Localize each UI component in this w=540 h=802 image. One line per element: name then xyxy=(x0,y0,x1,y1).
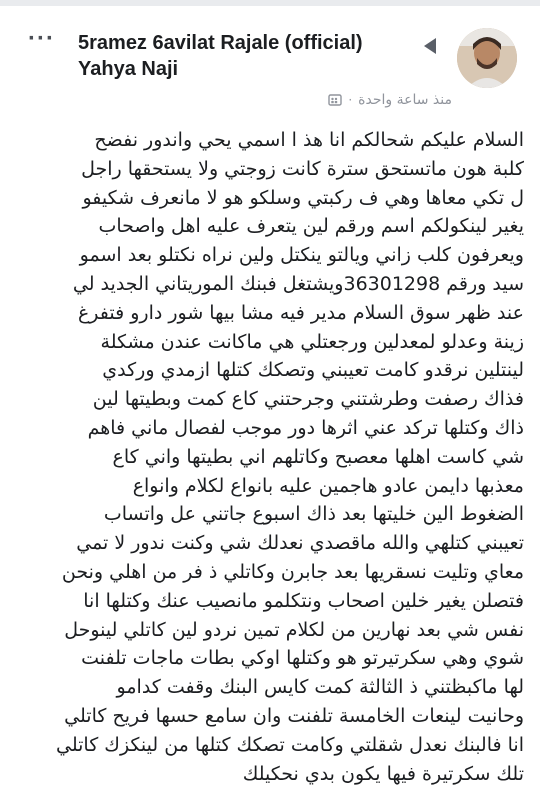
post-body xyxy=(14,126,524,788)
post-text-line: وحانيت لينعات الخامسة تلفنت وان سامع حسها فريح كاتلي xyxy=(64,704,524,727)
post-text-line: سيد ورقم 36301298ويشتغل فبنك الموريتاني الجديد لي xyxy=(72,272,524,295)
avatar[interactable] xyxy=(457,28,517,88)
post-meta xyxy=(328,92,452,108)
post-text-line: ل تكي معاها وهي ف ركبتي وسلكو هو لا مانعرف شكيفو xyxy=(82,186,524,209)
caret-left-icon xyxy=(424,38,436,54)
author-name-line-2[interactable]: Yahya Naji xyxy=(78,58,179,80)
post-text-line: معذبها دايمن عادو هاجمين عليه بانواع لكلام وانواع xyxy=(132,474,524,497)
post-text-line: السلام عليكم شحالكم انا هذ ا اسمي يحي واندور نفضح xyxy=(94,129,524,151)
post-text-line: ويعرفون كلب زاني ويالتو ينكتل ولين نراه نكتلو بعد اسمو xyxy=(79,244,524,267)
post-text-line: شوي وهي سكرتيرتو هو وكتلها اوكي بطات ماجات تلفنت xyxy=(81,647,524,670)
post-author[interactable] xyxy=(78,30,418,82)
post-text-line: زينة وعدلو لمعدلين ورجعتلي هي ماكانت عندن مشكلة xyxy=(100,330,524,353)
post-text-line: فذاك رصفت وطرشتني وجرحتني كاع كمت وبطيتها لين xyxy=(92,388,524,411)
post-text-line: لينتلين نرقدو كامت تعيبني وتصكك كتلها ازمدي وركدي xyxy=(102,359,524,382)
meta-separator: · xyxy=(348,93,353,107)
post-text-line: عند ظهر سوق السلام مدير فيه مشا بيها شور دارو فتفرغ xyxy=(77,301,524,324)
top-separator xyxy=(0,0,540,6)
post-text-line: انا فالبنك نعدل شقلتي وكامت تصكك كتلها من لينكزك كاتلي xyxy=(56,733,524,756)
post-text-line: لها ماكبظتني ذ الثالثة كمت كايس البنك وقفت كدامو xyxy=(116,676,524,699)
post-text-line: تلك سكرتيرة فيها يكون بدي نحكيلك xyxy=(242,762,524,785)
audience-icon[interactable] xyxy=(328,93,342,107)
more-options-icon[interactable]: ··· xyxy=(28,25,55,52)
author-name-line-1[interactable]: 5ramez 6avilat Rajale (official) xyxy=(78,32,363,54)
post-text-line: الضغوط الين خليتها بعد ذاك اسبوع جاتني عل واتساب xyxy=(103,503,524,526)
post-text-line: كلبة هون ماتستحق سترة كانت زوجتي ولا يستحقها راجل xyxy=(81,157,524,180)
post-text-line: فتصلن يغير خلين اصحاب ونتكلمو مانصيب عنك وكتلها انا xyxy=(83,589,524,612)
post-text-line: معاي وتليت نسقريها بعد جابرن وكاتلي ذ فر من اهلي ونحن xyxy=(61,560,524,583)
post-text-line: يغير لينكولكم اسم ورقم لين يتعرف عليه اهل واصحاب xyxy=(98,215,524,238)
post-text-line: نفس شي بعد نهارين من لكلام تمين نردو لين كاتلي لينوحل xyxy=(64,618,524,641)
post-text-line: تعيبني كتلهي والله ماقصدي نعدلك شي وكنت ندور لا تمي xyxy=(76,532,524,555)
post-text-line: ذاك وكتلها تركد عني اثرها دور موجب لفصال ماني فاهم xyxy=(87,416,524,439)
post-text-line: شي كاست اهلها معصبح وكاتلهم اني بطيتها واني كاع xyxy=(112,445,524,468)
avatar-photo-icon xyxy=(457,28,517,88)
post-time[interactable]: منذ ساعة واحدة xyxy=(358,92,452,108)
